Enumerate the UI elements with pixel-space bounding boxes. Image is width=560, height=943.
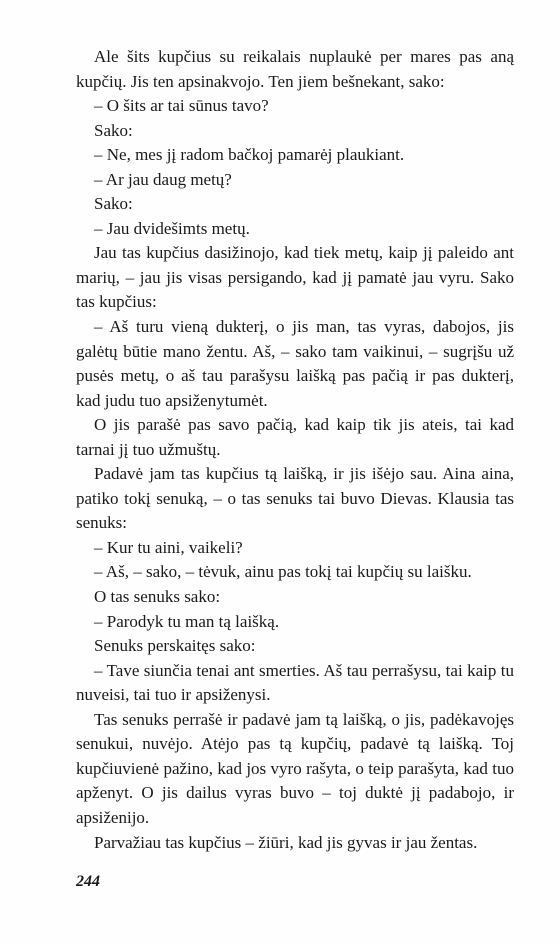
paragraph: – Ne, mes jį radom bačkoj pamarėj plaukiant. (94, 145, 405, 165)
paragraph: – Aš, – sako, – tėvuk, ainu pas tokį tai kupčių su laišku. (94, 562, 472, 582)
paragraph: – Kur tu aini, vaikeli? (94, 537, 243, 557)
paragraph: Parvažiau tas kupčius – žiūri, kad jis gyvas ir jau žentas. (94, 832, 478, 852)
paragraph: Ale šits kupčius su reikalais nuplaukė per mares pas aną kupčių. Jis ten apsinakvojo. Ten jiem bešnekant, sako: (76, 47, 514, 91)
paragraph: – Jau dvidešimts metų. (94, 218, 250, 238)
paragraph: – O šits ar tai sūnus tavo? (94, 96, 269, 116)
paragraph: Sako: (94, 120, 133, 140)
paragraph: Tas senuks perrašė ir padavė jam tą laišką, o jis, padėkavojęs senukui, nuvėjo. Atėjo pas tą kupčių, padavė tą laišką. Toj kupčiuvienė pažino, kad jos vyro rašyta, o teip parašyta, kad tuo apženyt. O jis dailus vyras buvo – toj duktė jį padabojo, ir apsiženijo. (76, 709, 514, 827)
page-number: 244 (76, 873, 100, 890)
paragraph: Senuks perskaitęs sako: (94, 636, 256, 656)
paragraph: Padavė jam tas kupčius tą laišką, ir jis išėjo sau. Aina aina, patiko tokį senuką, – o tas senuks tai buvo Dievas. Klausia tas senuks: (76, 464, 514, 533)
paragraph: O tas senuks sako: (94, 587, 221, 607)
paragraph: – Aš turu vieną dukterį, o jis man, tas vyras, dabojos, jis galėtų būtie mano žentu. Aš, – sako tam vaikinui, – sugrįšu už pusės metų, o aš tau parašysu laišką pas pačią ir pas dukterį, kad judu tuo apsiženytumėt. (76, 317, 514, 410)
paragraph: – Parodyk tu man tą laišką. (94, 611, 280, 631)
body-text (76, 45, 514, 855)
paragraph: – Tave siunčia tenai ant smerties. Aš tau perrašysu, tai kaip tu nuveisi, tai tuo ir apsiženysi. (76, 660, 514, 705)
paragraph: Jau tas kupčius dasižinojo, kad tiek metų, kaip jį paleido ant marių, – jau jis visas persigando, kad jį pamatė jau vyru. Sako tas kupčius: (76, 243, 514, 312)
paragraph: – Ar jau daug metų? (94, 169, 232, 189)
paragraph: Sako: (94, 194, 133, 214)
paragraph: O jis parašė pas savo pačią, kad kaip tik jis ateis, tai kad tarnai jį tuo užmuštų. (76, 415, 514, 459)
